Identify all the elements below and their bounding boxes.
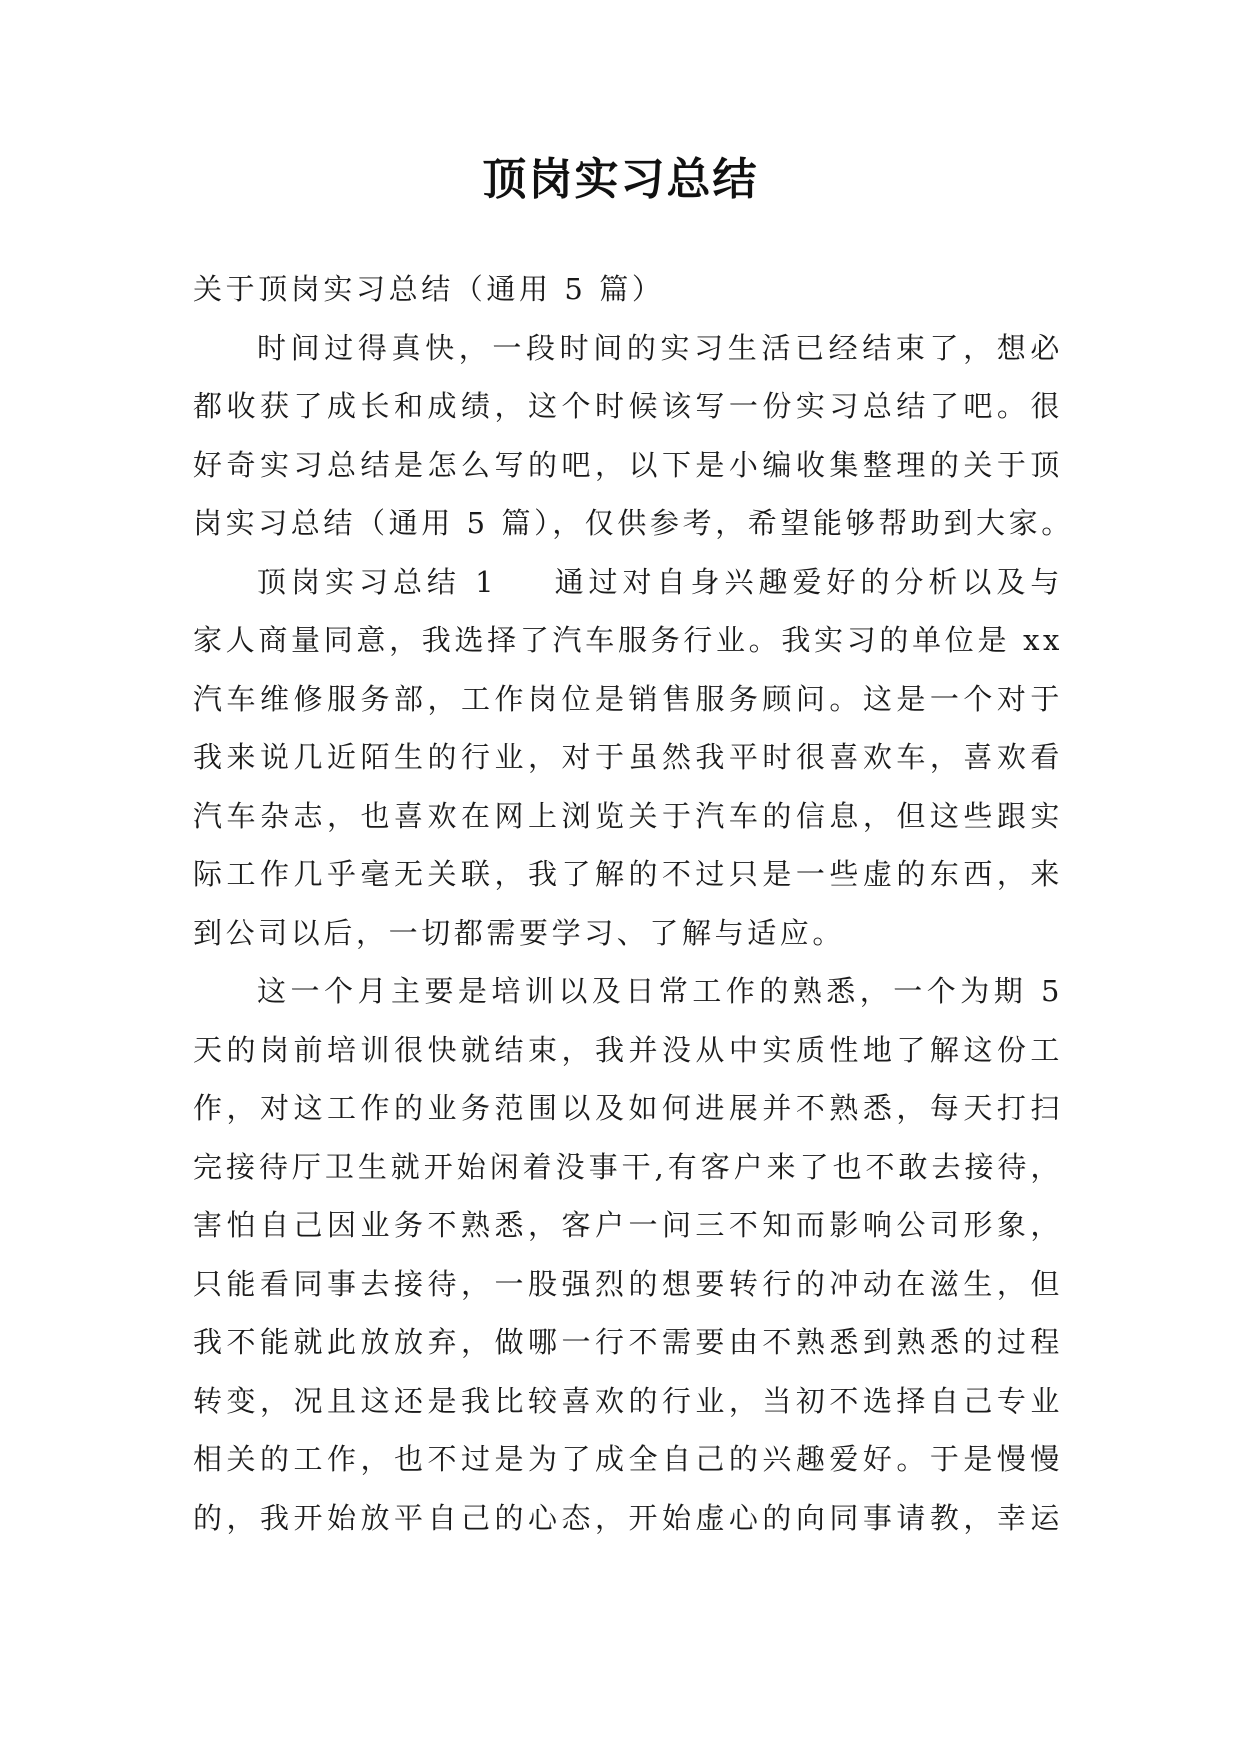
paragraph-line: 好奇实习总结是怎么写的吧，以下是小编收集整理的关于顶	[193, 447, 1063, 482]
document-subtitle	[193, 260, 1063, 319]
paragraph-line: 只能看同事去接待，一股强烈的想要转行的冲动在滋生，但	[193, 1266, 1063, 1301]
paragraph-line: 的，我开始放平自己的心态，开始虚心的向同事请教，幸运	[193, 1500, 1063, 1535]
paragraph-line: 作，对这工作的业务范围以及如何进展并不熟悉，每天打扫	[193, 1091, 1063, 1125]
paragraph-line: 岗实习总结（通用 5 篇），仅供参考，希望能够帮助到大家。	[193, 506, 1074, 540]
paragraph-line: 转变，况且这还是我比较喜欢的行业，当初不选择自己专业	[193, 1383, 1063, 1418]
paragraph-line: 时间过得真快，一段时间的实习生活已经结束了，想必	[257, 330, 1063, 365]
paragraph-line: 到公司以后，一切都需要学习、了解与适应。	[193, 915, 846, 950]
paragraph-line-with-heading	[193, 553, 1063, 612]
intro-paragraph	[193, 319, 1074, 553]
paragraph-line: 相关的工作，也不过是为了成全自己的兴趣爱好。于是慢慢	[193, 1442, 1063, 1476]
paragraph-line: 完接待厅卫生就开始闲着没事干,有客户来了也不敢去接待，	[193, 1149, 1063, 1184]
paragraph-line: 际工作几乎毫无关联，我了解的不过只是一些虚的东西，来	[193, 857, 1063, 891]
document-title: 顶岗实习总结	[482, 154, 759, 205]
paragraph-line: 天的岗前培训很快就结束，我并没从中实质性地了解这份工	[193, 1032, 1063, 1067]
section1-paragraph	[193, 553, 1063, 963]
paragraph-line: 汽车维修服务部，工作岗位是销售服务顾问。这是一个对于	[193, 681, 1063, 716]
paragraph-line: 我来说几近陌生的行业，对于虽然我平时很喜欢车，喜欢看	[193, 740, 1063, 774]
paragraph-line: 家人商量同意，我选择了汽车服务行业。我实习的单位是 xx	[193, 623, 1063, 657]
section1-heading: 顶岗实习总结 1	[257, 564, 498, 599]
subtitle-line: 关于顶岗实习总结（通用 5 篇）	[193, 272, 665, 306]
section1-first-text: 通过对自身兴趣爱好的分析以及与	[553, 564, 1063, 599]
paragraph-line: 汽车杂志，也喜欢在网上浏览关于汽车的信息，但这些跟实	[193, 798, 1063, 833]
document-body	[193, 260, 1074, 1547]
paragraph-line: 我不能就此放放弃，做哪一行不需要由不熟悉到熟悉的过程	[193, 1325, 1063, 1359]
paragraph-line: 这一个月主要是培训以及日常工作的熟悉，一个为期 5	[257, 974, 1063, 1008]
paragraph-line: 都收获了成长和成绩，这个时候该写一份实习总结了吧。很	[193, 389, 1063, 423]
paragraph-line: 害怕自己因业务不熟悉，客户一问三不知而影响公司形象，	[193, 1208, 1063, 1242]
second-paragraph	[193, 962, 1063, 1547]
